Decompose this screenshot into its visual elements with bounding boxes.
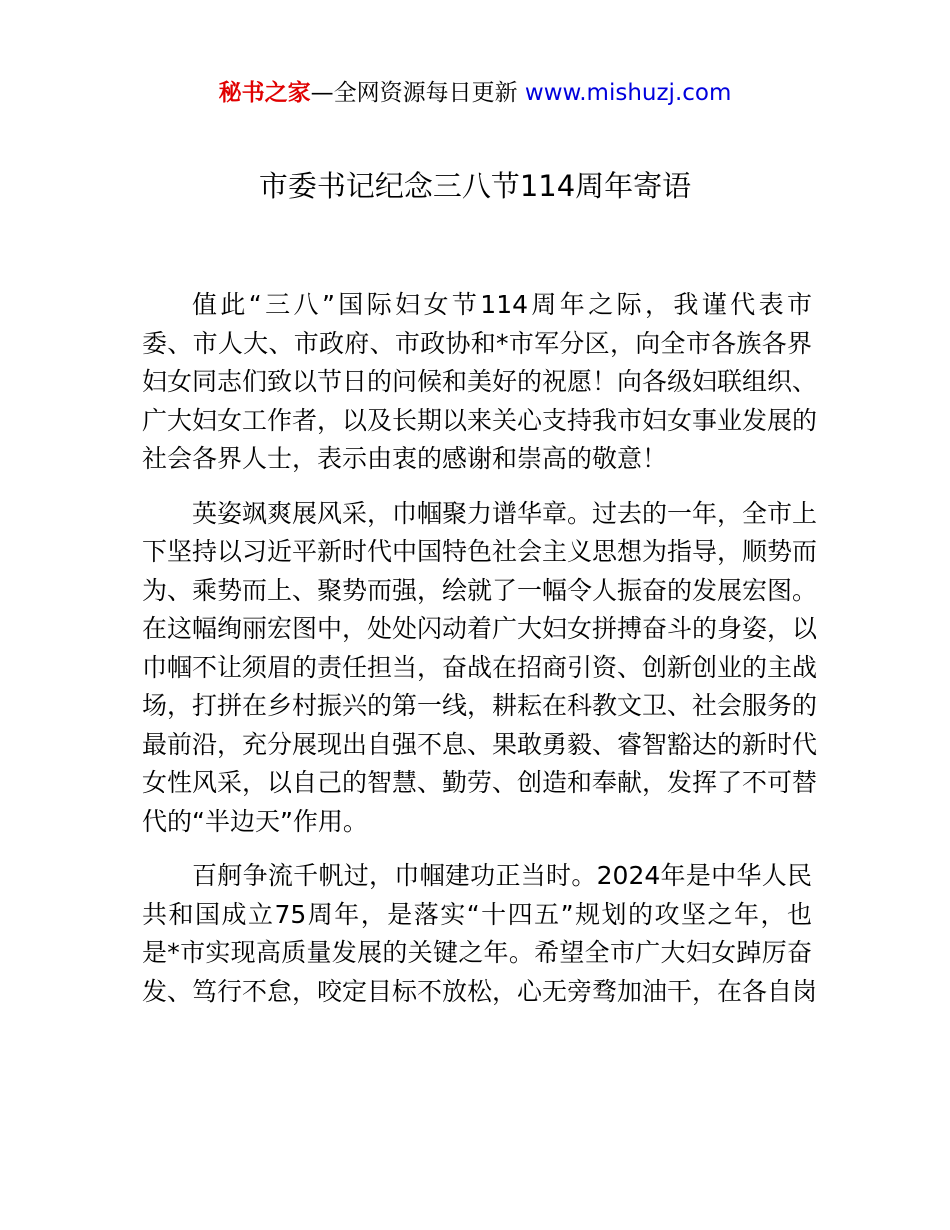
text-line: 广大妇女工作者，以及长期以来关心支持我市妇女事业发展的	[142, 405, 818, 435]
text-line: 百舸争流千帆过，巾帼建功正当时。2024年是中华人民	[192, 861, 812, 890]
text-line: 巾帼不让须眉的责任担当，奋战在招商引资、创新创业的主战	[142, 652, 818, 682]
paragraph	[142, 495, 818, 842]
header-tagline: —全网资源每日更新	[310, 80, 518, 106]
site-header	[0, 76, 950, 110]
text-line: 英姿飒爽展风采，巾帼聚力谱华章。过去的一年，全市上	[192, 498, 818, 528]
brand-name: 秘书之家	[218, 80, 311, 106]
paragraph	[142, 286, 818, 479]
text-line: 在这幅绚丽宏图中，处处闪动着广大妇女拼搏奋斗的身姿，以	[142, 614, 818, 643]
text-line: 代的“半边天”作用。	[142, 806, 368, 836]
document-body	[142, 286, 818, 1027]
text-line: 委、市人大、市政府、市政协和*市军分区，向全市各族各界	[142, 328, 812, 358]
text-line: 是*市实现高质量发展的关键之年。希望全市广大妇女踔厉奋	[142, 938, 812, 967]
site-url-link[interactable]: www.mishuzj.com	[524, 80, 732, 106]
text-line: 最前沿，充分展现出自强不息、果敢勇毅、睿智豁达的新时代	[142, 729, 818, 759]
text-line: 社会各界人士，表示由衷的感谢和崇高的敬意！	[142, 444, 668, 473]
text-line: 下坚持以习近平新时代中国特色社会主义思想为指导，顺势而	[142, 537, 818, 566]
text-line: 为、乘势而上、聚势而强，绘就了一幅令人振奋的发展宏图。	[142, 575, 818, 605]
text-line: 场，打拼在乡村振兴的第一线，耕耘在科教文卫、社会服务的	[142, 691, 818, 720]
text-line: 发、笃行不怠，咬定目标不放松，心无旁骛加油干，在各自岗	[142, 976, 818, 1006]
text-line: 女性风采，以自己的智慧、勤劳、创造和奉献，发挥了不可替	[142, 768, 818, 797]
text-line: 共和国成立75周年，是落实“十四五”规划的攻坚之年，也	[142, 899, 812, 929]
text-line: 值此“三八”国际妇女节114周年之际，我谨代表市	[192, 290, 812, 319]
paragraph	[142, 857, 818, 1011]
document-title: 市委书记纪念三八节114周年寄语	[258, 169, 692, 203]
text-line: 妇女同志们致以节日的问候和美好的祝愿！向各级妇联组织、	[142, 367, 818, 396]
